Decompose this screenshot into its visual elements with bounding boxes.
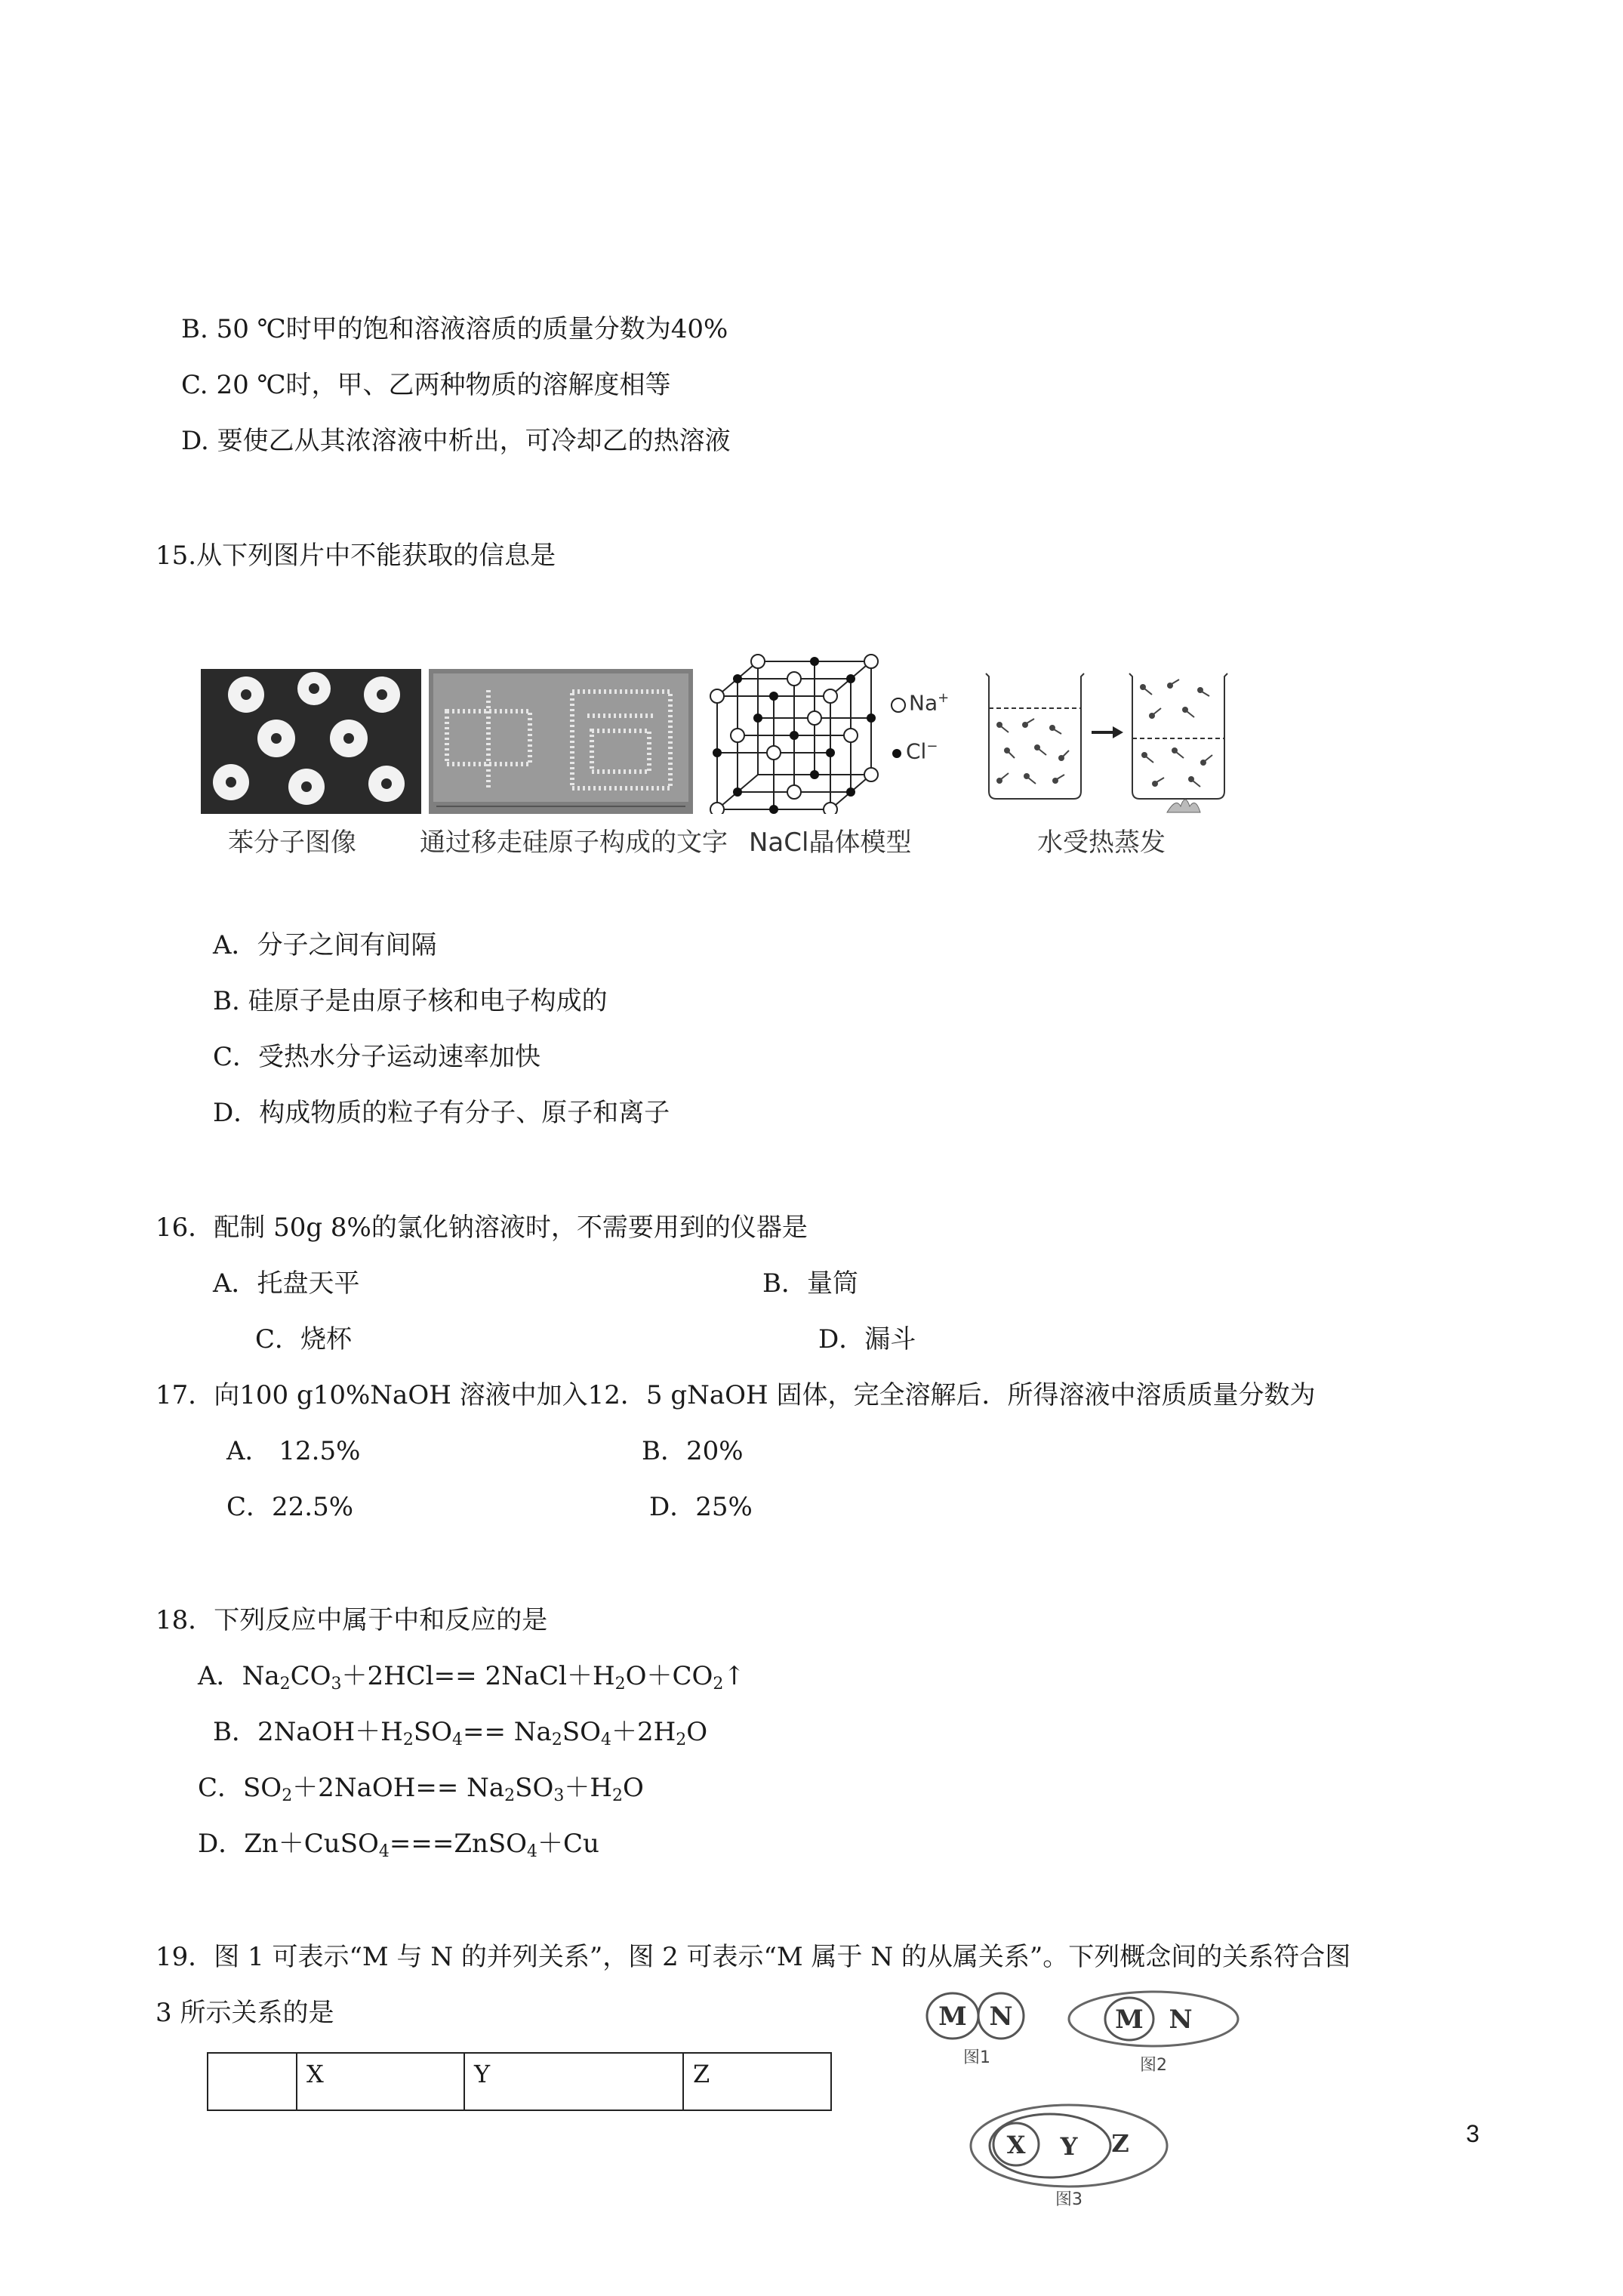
venn-3-outer-z: Z xyxy=(1111,2129,1129,2158)
table-cell: Y xyxy=(464,2053,683,2110)
venn-1-circle-m: M xyxy=(938,2002,967,2032)
q15-option-a: A．分子之间有间隔 xyxy=(213,930,437,960)
q17-option-b: B．20% xyxy=(642,1436,744,1466)
q18-equation-b: $2NaOH+H_2SO_4== Na_2SO_4+2H_2O$ xyxy=(257,1717,708,1749)
q18-option-d: D．Zn＋CuSO$_4$===ZnSO$_4$＋Cu xyxy=(198,1829,599,1861)
q19-stem-line1: 19．图 1 可表示“M 与 N 的并列关系”，图 2 可表示“M 属于 N 的从属关系”。下列概念间的关系符合图 xyxy=(156,1942,1351,1972)
q17-option-d: D．25% xyxy=(649,1492,753,1522)
q14-option-d: D. 要使乙从其浓溶液中析出，可冷却乙的热溶液 xyxy=(181,426,731,456)
q14-option-c: C. 20 ℃时，甲、乙两种物质的溶解度相等 xyxy=(181,370,671,400)
q14-option-b: B. 50 ℃时甲的饱和溶液溶质的质量分数为40% xyxy=(181,314,728,344)
q17-option-a: A． 12.5% xyxy=(226,1436,361,1466)
table-cell xyxy=(208,2053,297,2110)
q18-stem: 18．下列反应中属于中和反应的是 xyxy=(156,1605,548,1635)
q16-option-a: A．托盘天平 xyxy=(213,1268,360,1299)
q15-option-d: D．构成物质的粒子有分子、原子和离子 xyxy=(213,1098,670,1128)
q16-stem: 16．配制 50g 8%的氯化钠溶液时，不需要用到的仪器是 xyxy=(156,1213,808,1243)
q15-option-c: C．受热水分子运动速率加快 xyxy=(213,1042,541,1072)
benzene-caption: 苯分子图像 xyxy=(228,827,356,858)
q18-equation-c: $SO_2+2NaOH== Na_2SO_3+H_2O$ xyxy=(243,1773,644,1805)
venn-figure-3 xyxy=(963,2099,1182,2212)
q18-option-a: A．$Na_2CO_3+2HCl==$ $2NaCl+H_2O+CO_2↑$ xyxy=(198,1661,745,1693)
q18-equation-d: Zn＋CuSO$_4$===ZnSO$_4$＋Cu xyxy=(244,1829,599,1861)
benzene-molecule-image xyxy=(201,669,421,814)
table-cell: Z xyxy=(683,2053,831,2110)
na-ion-legend: Na+ xyxy=(909,690,950,716)
silicon-atom-writing-image xyxy=(429,669,693,814)
q18-equation-a: $Na_2CO_3+2HCl==$ $2NaCl+H_2O+CO_2↑$ xyxy=(242,1661,745,1693)
table-row xyxy=(208,2053,831,2110)
silicon-caption: 通过移走硅原子构成的文字 xyxy=(420,827,728,858)
venn-figure-2 xyxy=(1063,1986,1244,2076)
venn-2-caption: 图2 xyxy=(1140,2056,1167,2075)
evaporation-caption: 水受热蒸发 xyxy=(1037,827,1166,858)
chloride-ion-legend-marker xyxy=(892,749,901,758)
water-evaporation-diagram xyxy=(978,658,1235,817)
q15-stem: 15.从下列图片中不能获取的信息是 xyxy=(156,541,556,571)
nacl-caption: NaCl晶体模型 xyxy=(749,827,912,858)
venn-2-outer-n: N xyxy=(1169,2005,1193,2035)
q17-stem: 17．向100 g10%NaOH 溶液中加入12．5 gNaOH 固体，完全溶解后．所得溶液中溶质质量分数为 xyxy=(156,1380,1316,1410)
venn-figure-1 xyxy=(921,1986,1034,2069)
sodium-ion-legend-marker xyxy=(892,698,905,712)
q15-option-b: B. 硅原子是由原子核和电子构成的 xyxy=(213,986,608,1016)
q19-answer-table xyxy=(207,2052,832,2111)
venn-1-caption: 图1 xyxy=(963,2048,990,2067)
q17-option-c: C．22.5% xyxy=(226,1492,354,1522)
venn-3-caption: 图3 xyxy=(1055,2190,1083,2209)
venn-3-inner-y: Y xyxy=(1060,2132,1078,2161)
venn-2-inner-m: M xyxy=(1115,2005,1144,2035)
cl-ion-legend: Cl− xyxy=(906,738,938,764)
venn-3-inner-x: X xyxy=(1006,2131,1026,2159)
q18-option-c: C．$SO_2+2NaOH== Na_2SO_3+H_2O$ xyxy=(198,1773,644,1805)
venn-1-circle-n: N xyxy=(989,2002,1013,2032)
q16-option-d: D．漏斗 xyxy=(818,1324,916,1354)
page-number: 3 xyxy=(1466,2120,1480,2147)
table-cell: X xyxy=(297,2053,464,2110)
q19-stem-line2: 3 所示关系的是 xyxy=(156,1998,334,2028)
q18-option-b: B．$2NaOH+H_2SO_4== Na_2SO_4+2H_2O$ xyxy=(213,1717,708,1749)
q16-option-c: C．烧杯 xyxy=(255,1324,353,1354)
q16-option-b: B．量筒 xyxy=(762,1268,858,1299)
nacl-crystal-model xyxy=(710,654,959,814)
